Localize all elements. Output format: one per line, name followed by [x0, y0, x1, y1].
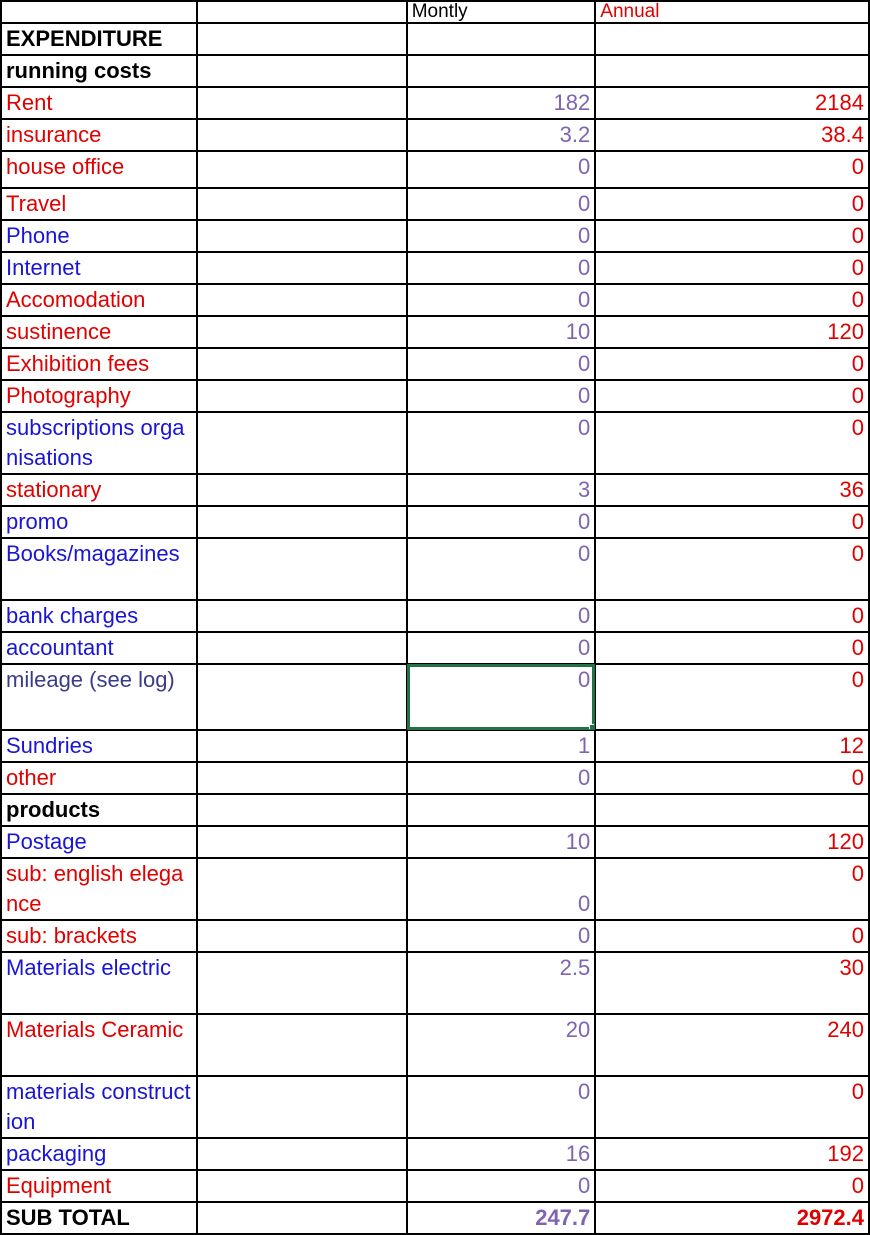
table-row [1, 730, 869, 762]
monthly-value-cell[interactable]: 182 [407, 87, 596, 119]
monthly-value-cell[interactable]: 0 [407, 412, 596, 474]
monthly-value-cell[interactable]: 1 [407, 730, 596, 762]
row-label-cell[interactable]: Phone [1, 220, 197, 252]
row-label-cell[interactable]: sub: english elegance [1, 858, 197, 920]
table-row [1, 316, 869, 348]
monthly-value-cell[interactable]: 0 [407, 380, 596, 412]
monthly-value-cell[interactable]: 0 [407, 284, 596, 316]
row-label-cell[interactable]: Internet [1, 252, 197, 284]
empty-cell[interactable] [197, 600, 407, 632]
monthly-value-cell[interactable]: 0 [407, 348, 596, 380]
annual-value-cell[interactable]: 36 [595, 474, 869, 506]
annual-value-cell[interactable] [595, 55, 869, 87]
monthly-value-cell[interactable]: 10 [407, 316, 596, 348]
monthly-value-cell[interactable]: 0 [407, 252, 596, 284]
table-row [1, 474, 869, 506]
table-row [1, 1138, 869, 1170]
row-label-cell[interactable]: Exhibition fees [1, 348, 197, 380]
row-label-cell[interactable]: mileage (see log) [1, 664, 197, 730]
empty-cell[interactable] [197, 1202, 407, 1234]
table-row [1, 220, 869, 252]
annual-value-cell[interactable]: 2184 [595, 87, 869, 119]
monthly-value-cell[interactable] [407, 23, 596, 55]
row-label-cell[interactable]: Materials electric [1, 952, 197, 1014]
table-row [1, 188, 869, 220]
row-label-cell[interactable]: Postage [1, 826, 197, 858]
empty-cell[interactable] [197, 55, 407, 87]
table-row [1, 920, 869, 952]
monthly-value-cell[interactable]: 0 [407, 632, 596, 664]
header-row [1, 1, 869, 23]
monthly-value-cell[interactable]: 2.5 [407, 952, 596, 1014]
empty-cell[interactable] [197, 23, 407, 55]
empty-cell[interactable] [197, 220, 407, 252]
monthly-value-cell[interactable]: 3.2 [407, 119, 596, 151]
table-row [1, 762, 869, 794]
monthly-value-cell[interactable] [407, 794, 596, 826]
row-label-cell[interactable]: subscriptions organisations [1, 412, 197, 474]
selected-monthly-cell[interactable]: 0 [407, 664, 596, 730]
annual-value-cell[interactable]: 0 [595, 412, 869, 474]
annual-value-cell[interactable]: 0 [595, 920, 869, 952]
annual-value-cell[interactable]: 192 [595, 1138, 869, 1170]
monthly-value-cell[interactable]: 0 [407, 188, 596, 220]
monthly-value-cell[interactable]: 0 [407, 762, 596, 794]
table-row [1, 858, 869, 920]
row-label-cell[interactable]: Books/magazines [1, 538, 197, 600]
table-row [1, 1076, 869, 1138]
row-label-cell[interactable]: stationary [1, 474, 197, 506]
annual-value-cell[interactable]: 0 [595, 632, 869, 664]
monthly-value-cell[interactable]: 247.7 [407, 1202, 596, 1234]
empty-cell[interactable] [197, 826, 407, 858]
table-row [1, 252, 869, 284]
row-label-cell[interactable]: Equipment [1, 1170, 197, 1202]
monthly-value-cell[interactable]: 3 [407, 474, 596, 506]
empty-cell[interactable] [197, 952, 407, 1014]
annual-value-cell[interactable]: 0 [595, 600, 869, 632]
row-label-cell[interactable]: SUB TOTAL [1, 1202, 197, 1234]
empty-cell[interactable] [197, 538, 407, 600]
annual-value-cell[interactable]: 12 [595, 730, 869, 762]
table-row [1, 506, 869, 538]
col-header-monthly[interactable]: Montly [407, 1, 596, 23]
row-label-cell[interactable]: bank charges [1, 600, 197, 632]
row-label-cell[interactable]: house office [1, 151, 197, 188]
empty-cell[interactable] [197, 151, 407, 188]
row-label-cell[interactable]: products [1, 794, 197, 826]
monthly-value-cell[interactable]: 0 [407, 220, 596, 252]
empty-cell[interactable] [197, 730, 407, 762]
annual-value-cell[interactable]: 0 [595, 151, 869, 188]
table-row [1, 600, 869, 632]
annual-value-cell[interactable]: 0 [595, 1076, 869, 1138]
cell-header-label[interactable] [1, 1, 197, 23]
row-label-cell[interactable]: other [1, 762, 197, 794]
table-row [1, 380, 869, 412]
annual-value-cell[interactable]: 38.4 [595, 119, 869, 151]
annual-value-cell[interactable]: 120 [595, 826, 869, 858]
annual-value-cell[interactable]: 30 [595, 952, 869, 1014]
annual-value-cell[interactable]: 0 [595, 506, 869, 538]
monthly-value-cell[interactable]: 0 [407, 920, 596, 952]
annual-value-cell[interactable] [595, 23, 869, 55]
monthly-value-cell[interactable]: 0 [407, 858, 596, 920]
table-row [1, 55, 869, 87]
table-row [1, 794, 869, 826]
empty-cell[interactable] [197, 252, 407, 284]
empty-cell[interactable] [197, 664, 407, 730]
annual-value-cell[interactable]: 0 [595, 348, 869, 380]
monthly-value-cell[interactable]: 16 [407, 1138, 596, 1170]
empty-cell[interactable] [197, 188, 407, 220]
col-header-annual[interactable]: Annual [595, 1, 869, 23]
empty-cell[interactable] [197, 474, 407, 506]
cell-header-blank[interactable] [197, 1, 407, 23]
table-row [1, 23, 869, 55]
annual-value-cell[interactable]: 0 [595, 188, 869, 220]
monthly-value-cell[interactable]: 10 [407, 826, 596, 858]
row-label-cell[interactable]: accountant [1, 632, 197, 664]
table-row [1, 348, 869, 380]
empty-cell[interactable] [197, 119, 407, 151]
annual-value-cell[interactable]: 0 [595, 858, 869, 920]
monthly-value-cell[interactable]: 0 [407, 600, 596, 632]
table-row [1, 1014, 869, 1076]
monthly-value-cell[interactable]: 0 [407, 1076, 596, 1138]
annual-value-cell[interactable]: 0 [595, 252, 869, 284]
table-row [1, 151, 869, 188]
annual-value-cell[interactable]: 2972.4 [595, 1202, 869, 1234]
row-label-cell[interactable]: Rent [1, 87, 197, 119]
empty-cell[interactable] [197, 1138, 407, 1170]
monthly-value-cell[interactable]: 0 [407, 538, 596, 600]
table-row [1, 412, 869, 474]
row-label-cell[interactable]: Photography [1, 380, 197, 412]
annual-value-cell[interactable] [595, 794, 869, 826]
annual-value-cell[interactable]: 0 [595, 762, 869, 794]
row-label-cell[interactable]: sub: brackets [1, 920, 197, 952]
annual-value-cell[interactable]: 0 [595, 380, 869, 412]
row-label-cell[interactable]: insurance [1, 119, 197, 151]
monthly-value-cell[interactable]: 0 [407, 151, 596, 188]
empty-cell[interactable] [197, 632, 407, 664]
table-row [1, 119, 869, 151]
table-row [1, 826, 869, 858]
empty-cell[interactable] [197, 506, 407, 538]
empty-cell[interactable] [197, 762, 407, 794]
empty-cell[interactable] [197, 380, 407, 412]
row-label-cell[interactable]: running costs [1, 55, 197, 87]
row-label-cell[interactable]: EXPENDITURE [1, 23, 197, 55]
empty-cell[interactable] [197, 412, 407, 474]
table-row [1, 632, 869, 664]
table-row [1, 284, 869, 316]
table-row [1, 952, 869, 1014]
empty-cell[interactable] [197, 316, 407, 348]
row-label-cell[interactable]: sustinence [1, 316, 197, 348]
empty-cell[interactable] [197, 920, 407, 952]
empty-cell[interactable] [197, 1170, 407, 1202]
fill-handle[interactable] [589, 724, 595, 730]
annual-value-cell[interactable]: 0 [595, 538, 869, 600]
empty-cell[interactable] [197, 794, 407, 826]
monthly-value-cell[interactable]: 20 [407, 1014, 596, 1076]
monthly-value-cell[interactable] [407, 55, 596, 87]
monthly-value-cell[interactable]: 0 [407, 1170, 596, 1202]
table-row [1, 538, 869, 600]
empty-cell[interactable] [197, 284, 407, 316]
row-label-cell[interactable]: promo [1, 506, 197, 538]
row-label-cell[interactable]: Materials Ceramic [1, 1014, 197, 1076]
row-label-cell[interactable]: Accomodation [1, 284, 197, 316]
row-label-cell[interactable]: materials construction [1, 1076, 197, 1138]
annual-value-cell[interactable]: 0 [595, 1170, 869, 1202]
row-label-cell[interactable]: Sundries [1, 730, 197, 762]
empty-cell[interactable] [197, 87, 407, 119]
table-row [1, 1170, 869, 1202]
spreadsheet-body [1, 1, 869, 1234]
annual-value-cell[interactable]: 240 [595, 1014, 869, 1076]
table-row [1, 664, 869, 730]
annual-value-cell[interactable]: 0 [595, 284, 869, 316]
row-label-cell[interactable]: packaging [1, 1138, 197, 1170]
empty-cell[interactable] [197, 348, 407, 380]
row-label-cell[interactable]: Travel [1, 188, 197, 220]
table-row [1, 1202, 869, 1234]
annual-value-cell[interactable]: 120 [595, 316, 869, 348]
monthly-value-cell[interactable]: 0 [407, 506, 596, 538]
annual-value-cell[interactable]: 0 [595, 220, 869, 252]
empty-cell[interactable] [197, 1014, 407, 1076]
empty-cell[interactable] [197, 1076, 407, 1138]
annual-value-cell[interactable]: 0 [595, 664, 869, 730]
table-row [1, 87, 869, 119]
empty-cell[interactable] [197, 858, 407, 920]
